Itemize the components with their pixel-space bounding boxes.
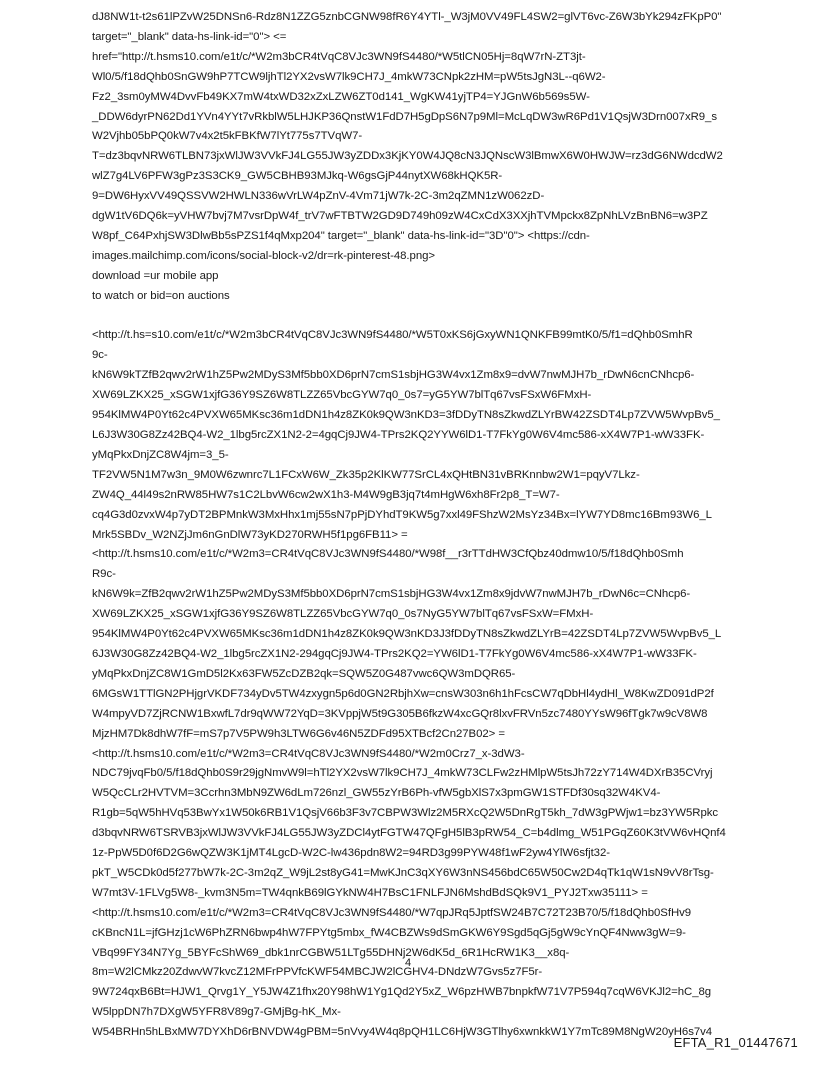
text-line: <http://t.hsms10.com/e1t/c/*W2m3=CR4tVqC8VJc3WN9fS4480/*W2m0Crz7_x-3dW3- <box>92 747 525 760</box>
page-number: 4 <box>404 957 412 969</box>
text-line: T=dz3bqvNRW6TLBN73jxWlJW3VVkFJ4LG55JW3yZDDx3KjKY0W4JQ8cN3JQNscW3lBmwX6W0HWJW=rz3dG6NWdcdW2 <box>92 150 723 163</box>
text-line: 6J3W30G8Zz42BQ4-W2_1lbg5rcZX1N2-294gqCj9JW4-TPrs2KQ2=YW6lD1-T7FkYg0W6V4mc586-xX4W7P1-wW33FK- <box>92 647 697 660</box>
text-line: cq4G3d0zvxW4p7yDT2BPMnkW3MxHhx1mj55sN7pPjDYhdT9KW5g7xxl49FShzW2MsYz34Bx=lYW7YD8mc16Bm93W6_L <box>92 508 712 521</box>
text-line: Mrk5SBDv_W2NZjJm6nGnDlW73yKD270RWH5f1pg6FB11> = <box>92 528 408 541</box>
email-body-text <box>92 8 780 1043</box>
text-line: R1gb=5qW5hHVq53BwYx1W50k6RB1V1QsjV66b3F3v7CBPW3Wlz2M5RXcQ2W5DnRgT5kh_7dW3gPWjw1=bz3YW5Rpkc <box>92 807 719 820</box>
link-block-pinterest <box>92 8 780 307</box>
text-line: 1z-PpW5D0f6D2G6wQZW3K1jMT4LgcD-W2C-lw436pdn8W2=94RD3g99PYW48f1wF2yw4YlW6sfjt32- <box>92 847 610 860</box>
text-line: MjzHM7Dk8dhW7fF=mS7p7V5PW9h3LTW6G6v46N5ZDFd95XTBcf2Cn27B02> = <box>92 727 505 740</box>
text-line: <http://t.hsms10.com/e1t/c/*W2m3=CR4tVqC8VJc3WN9fS4480/*W98f__r3rTTdHW3CfQbz40dmw10/5/f18dQhb0Smh <box>92 548 684 561</box>
text-line: Fz2_3sm0yMW4DvvFb49KX7mW4txWD32xZxLZW6ZT0d141_WgKW41yjTP4=YJGnW6b569s5W- <box>92 90 590 103</box>
text-line: W5lppDN7h7DXgW5YFR8V89g7-GMjBg-hK_Mx- <box>92 1006 341 1019</box>
text-line: 8m=W2lCMkz20ZdwvW7kvcZ12MFrPPVfcKWF54MBCJW2lCGHV4-DNdzW7Gvs5z7F5r- <box>92 966 543 979</box>
bates-number: EFTA_R1_01447671 <box>673 1035 798 1050</box>
text-line: _DDW6dyrPN62Dd1YVn4YYt7vRkblW5LHJKP36QnstW1FdD7H5gDpS6N7p9Ml=McLqDW3wR6Pd1V1QsjW3Drn007xR9_s <box>92 110 717 123</box>
text-line: W5QcCLr2HVTVM=3Ccrhn3MbN9ZW6dLm726nzl_GW55zYrB6Ph-vfW5gbXlS7x3pmGW1STFDf30sq32W4KV4- <box>92 787 661 800</box>
text-line: <http://t.hsms10.com/e1t/c/*W2m3=CR4tVqC8VJc3WN9fS4480/*W7qpJRq5JptfSW24B7C72T23B70/5/f18dQhb0SfHv9 <box>92 906 692 919</box>
text-line: kN6W9k=ZfB2qwv2rW1hZ5Pw2MDyS3Mf5bb0XD6prN7cmS1sbjHG3W4vx1Zm8x9jdvW7nwMJH7b_rDwN6c=CNhcp6- <box>92 588 691 601</box>
text-line: TF2VW5N1M7w3n_9M0W6zwnrc7L1FCxW6W_Zk35p2KlKW77SrCL4xQHtBN31vBRKnnbw2W1=pqyV7Lkz- <box>92 468 640 481</box>
text-line: d3bqvNRW6TSRVB3jxWlJW3VVkFJ4LG55JW3yZDCl4ytFGTW47QFgH5lB3pRW54_C=b4dlmg_W51PGqZ60K3tVW6vHQnf4 <box>92 827 726 840</box>
text-line: kN6W9kTZfB2qwv2rW1hZ5Pw2MDyS3Mf5bb0XD6prN7cmS1sbjHG3W4vx1Zm8x9=dvW7nwMJH7b_rDwN6cnCNhcp6- <box>92 369 695 382</box>
text-line: pkT_W5CDk0d5f277bW7k-2C-3m2qZ_W9jL2st8yG41=MwKJnC3qXY6W3nNS456bdC65W50Cw2D4qTk1qW1sN9vV8rTsg- <box>92 866 714 879</box>
text-line: 954KlMW4P0Yt62c4PVXW65MKsc36m1dDN1h4z8ZK0k9QW3nKD3J3fDDyTN8sZkwdZLYrB=42ZSDT4Lp7ZVW5WvpBv5_L <box>92 628 722 641</box>
text-line: W4mpyVD7ZjRCNW1BxwfL7dr9qWW72YqD=3KVppjW5t9G305B6fkzW4xcGQr8lxvFRVn5zc7480YYsW96fTgk7w9cV8W8 <box>92 707 708 720</box>
paragraph-gap <box>92 307 780 327</box>
text-line: yMqPkxDnjZC8W4jm=3_5- <box>92 448 229 461</box>
text-line: download =ur mobile app <box>92 269 219 282</box>
text-line: cKBncN1L=jfGHzj1cW6PhZRN6bwp4hW7FPYtg5mbx_fW4CBZWs9dSmGKW6Y9Sgd5qGj5gW9cYnQF4Nww3gW=9- <box>92 926 686 939</box>
text-line: XW69LZKX25_xSGW1xjfG36Y9SZ6W8TLZZ65VbcGYW7q0_0s7NyG5YW7blTq67vsFSxW=FMxH- <box>92 608 594 621</box>
text-line: 954KlMW4P0Yt62c4PVXW65MKsc36m1dDN1h4z8ZK0k9QW3nKD3=3fDDyTN8sZkwdZLYrBW42ZSDT4Lp7ZVW5WvpBv5_ <box>92 409 720 422</box>
text-line: XW69LZKX25_xSGW1xjfG36Y9SZ6W8TLZZ65VbcGYW7q0_0s7=yG5YW7blTq67vsFSxW6FMxH- <box>92 389 592 402</box>
text-line: 9c- <box>92 349 108 362</box>
text-line: W54BRHn5hLBxMW7DYXhD6rBNVDW4gPBM=5nVvy4W4q8pQH1LC6HjW3GTlhy6xwnkkW1Y7mTc89M8NgW20yH6s7v4 <box>92 1026 713 1039</box>
text-line: W7mt3V-1FLVg5W8-_kvm3N5m=TW4qnkB69lGYkNW4H7BsC1FNLFJN6MshdBdSQk9V1_PYJ2Txw35111> = <box>92 886 648 899</box>
text-line: yMqPkxDnjZC8W1GmD5l2Kx63FW5ZcDZB2qk=SQW5Z0G487vwc6QW3mDQR65- <box>92 667 516 680</box>
link-block-tracking-urls <box>92 326 780 1043</box>
text-line: target="_blank" data-hs-link-id="0"> <= <box>92 30 287 43</box>
text-line: L6J3W30G8Zz42BQ4-W2_1lbg5rcZX1N2-2=4gqCj9JW4-TPrs2KQ2YYW6lD1-T7FkYg0W6V4mc586-xX4W7P1-wW33FK- <box>92 429 705 442</box>
text-line: ZW4Q_44l49s2nRW85HW7s1C2LbvW6cw2wX1h3-M4W9gB3jq7t4mHgW6xh8Fr2p8_T=W7- <box>92 488 560 501</box>
text-line: <http://t.hs=s10.com/e1t/c/*W2m3bCR4tVqC8VJc3WN9fS4480/*W5T0xKS6jGxyWN1QNKFB99mtK0/5/f1=dQhb0SmhR <box>92 329 693 342</box>
text-line: 9=DW6HyxVV49QSSVW2HWLN336wVrLW4pZnV-4Vm71jW7k-2C-3m2qZMN1zW062zD- <box>92 190 545 203</box>
text-line: W2Vjhb05bPQ0kW7v4x2t5kFBKfW7lYt775s7TVqW7- <box>92 130 363 143</box>
text-line: dJ8NW1t-t2s61lPZvW25DNSn6-Rdz8N1ZZG5znbCGNW98fR6Y4YTl-_W3jM0VV49FL4SW2=glVT6vc-Z6W3bYk294zFKpP0" <box>92 11 722 23</box>
text-line: href="http://t.hsms10.com/e1t/c/*W2m3bCR4tVqC8VJc3WN9fS4480/*W5tlCN05Hj=8qW7rN-ZT3jt- <box>92 50 586 63</box>
text-line: R9c- <box>92 568 116 581</box>
text-line: to watch or bid=on auctions <box>92 289 230 302</box>
text-line: 6MGsW1TTlGN2PHjgrVKDF734yDv5TW4zxygn5p6d0GN2RbjhXw=cnsW303n6h1hFcsCW7qDbHl4ydHl_W8KwZD091dP2f <box>92 687 714 700</box>
text-line: Wl0/5/f18dQhb0SnGW9hP7TCW9ljhTl2YX2vsW7lk9CH7J_4mkW73CNpk2zHM=pW5tsJgN3L--q6W2- <box>92 70 606 83</box>
text-line: images.mailchimp.com/icons/social-block-v2/dr=rk-pinterest-48.png> <box>92 249 435 262</box>
text-line: VBq99FY34N7Yg_5BYFcShW69_dbk1nrCGBW51LTg55DHNj2W6dK5d_6R1HcRW1K3__x8q- <box>92 946 570 959</box>
text-line: NDC79jvqFb0/5/f18dQhb0S9r29jgNmvW9l=hTl2YX2vsW7lk9CH7J_4mkW73CLFw2zHMlpW5tsJh72zY714W4DXrB35CVryj <box>92 767 713 780</box>
text-line: wlZ7g4LV6PFW3gPz3S3CK9_GW5CBHB93MJkq-W6gsGjP44nytXW68kHQK5R- <box>92 170 503 183</box>
text-line: W8pf_C64PxhjSW3DlwBb5sPZS1f4qMxp204" target="_blank" data-hs-link-id="3D"0"> <https://cdn- <box>92 229 590 242</box>
text-line: dgW1tV6DQ6k=yVHW7bvj7M7vsrDpW4f_trV7wFTBTW2GD9D749h09zW4CxCdX3XXjhTVMpckx8ZpNhLVzBnBN6=w3PZ <box>92 210 708 223</box>
text-line: 9W724qxB6Bt=HJW1_Qrvg1Y_Y5JW4Z1fhx20Y98hW1Yg1Qd2Y5xZ_W6pzHWB7bnpkfW71V7P594q7cqW6VKJl2=hC_8g <box>92 986 712 999</box>
